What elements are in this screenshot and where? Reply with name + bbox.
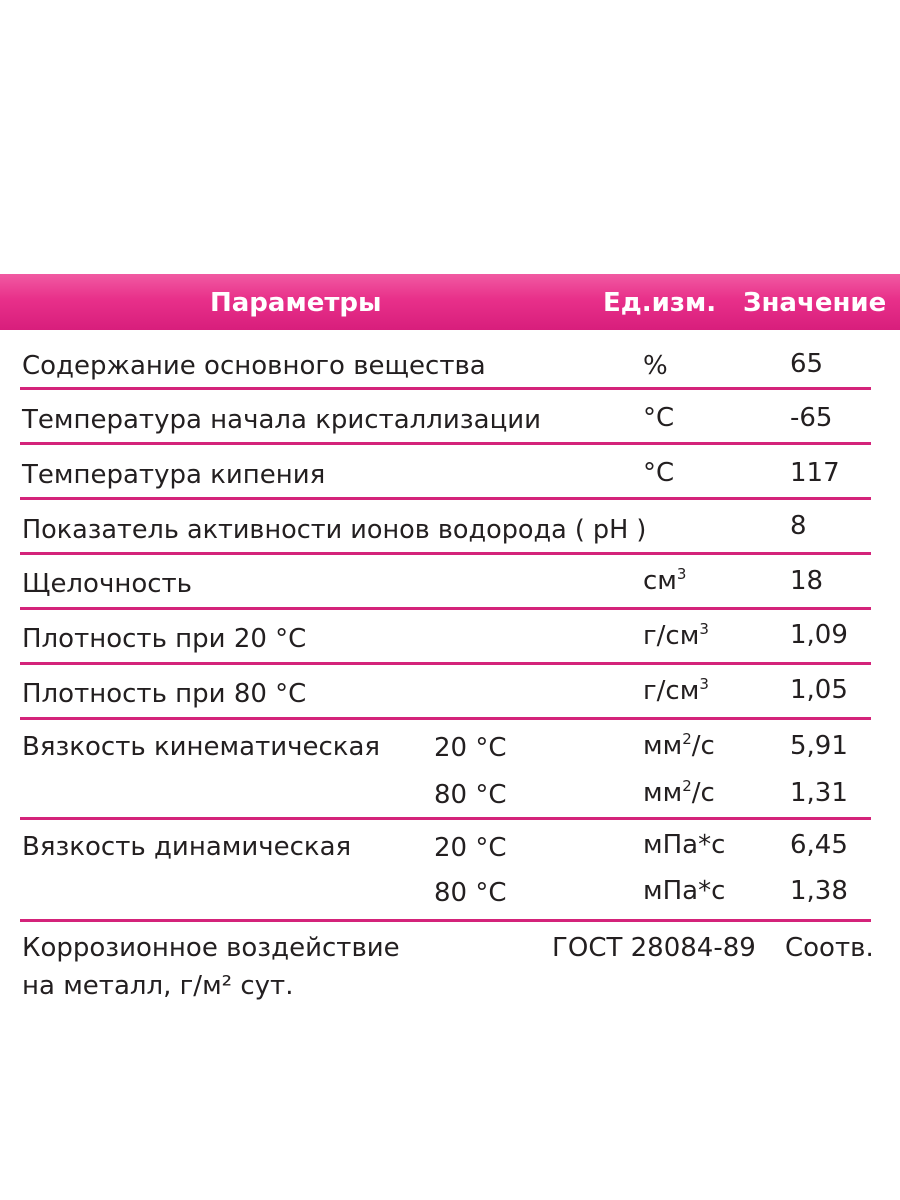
row-value-main-substance: 65 bbox=[790, 349, 824, 379]
row-value-crystallization: -65 bbox=[790, 403, 833, 433]
header-unit: Ед.изм. bbox=[603, 288, 717, 318]
row-value-alkalinity: 18 bbox=[790, 566, 824, 596]
dynamic-unit-80: мПа*с bbox=[643, 876, 726, 906]
row-param-crystallization: Температура начала кристаллизации bbox=[22, 405, 542, 435]
row-param-alkalinity: Щелочность bbox=[22, 569, 192, 599]
row-value-boiling: 117 bbox=[790, 458, 840, 488]
row-unit-crystallization: °C bbox=[643, 403, 675, 433]
corrosion-standard: ГОСТ 28084-89 bbox=[552, 933, 756, 963]
row-divider bbox=[20, 497, 871, 500]
dynamic-temp-80: 80 °C bbox=[434, 878, 507, 908]
row-param-density-20: Плотность при 20 °C bbox=[22, 624, 307, 654]
header-value: Значение bbox=[743, 288, 887, 318]
row-unit-main-substance: % bbox=[643, 351, 668, 381]
row-divider bbox=[20, 442, 871, 445]
dynamic-value-80: 1,38 bbox=[790, 876, 848, 906]
row-value-density-80: 1,05 bbox=[790, 675, 848, 705]
row-param-ph: Показатель активности ионов водорода ( pH ) bbox=[22, 515, 647, 545]
row-param-boiling: Температура кипения bbox=[22, 460, 326, 490]
row-divider bbox=[20, 387, 871, 390]
row-divider bbox=[20, 662, 871, 665]
kinematic-unit-20: $мм^2/с$ bbox=[643, 730, 715, 761]
row-unit-boiling: °C bbox=[643, 458, 675, 488]
corrosion-param-line1: Коррозионное воздействие bbox=[22, 933, 400, 963]
row-unit-density-20: $г/см^3$ bbox=[643, 620, 709, 651]
dynamic-unit-20: мПа*с bbox=[643, 830, 726, 860]
kinematic-temp-20: 20 °C bbox=[434, 733, 507, 763]
row-divider bbox=[20, 552, 871, 555]
row-unit-density-80: $г/см^3$ bbox=[643, 675, 709, 706]
dynamic-temp-20: 20 °C bbox=[434, 833, 507, 863]
row-divider bbox=[20, 817, 871, 820]
corrosion-value: Соотв. bbox=[785, 933, 874, 963]
row-unit-alkalinity: $см^3$ bbox=[643, 565, 687, 596]
row-divider bbox=[20, 919, 871, 922]
row-value-ph: 8 bbox=[790, 511, 807, 541]
corrosion-param-line2: на металл, г/м² сут. bbox=[22, 971, 294, 1001]
dynamic-value-20: 6,45 bbox=[790, 830, 848, 860]
kinematic-value-80: 1,31 bbox=[790, 778, 848, 808]
kinematic-temp-80: 80 °C bbox=[434, 780, 507, 810]
row-param-density-80: Плотность при 80 °C bbox=[22, 679, 307, 709]
row-param-main-substance: Содержание основного вещества bbox=[22, 351, 486, 381]
row-param-dynamic-viscosity: Вязкость динамическая bbox=[22, 832, 352, 862]
header-parameters: Параметры bbox=[210, 288, 382, 318]
kinematic-unit-80: $мм^2/с$ bbox=[643, 777, 715, 808]
row-value-density-20: 1,09 bbox=[790, 620, 848, 650]
row-divider bbox=[20, 607, 871, 610]
kinematic-value-20: 5,91 bbox=[790, 731, 848, 761]
row-divider bbox=[20, 717, 871, 720]
table-header bbox=[0, 274, 900, 330]
row-param-kinematic-viscosity: Вязкость кинематическая bbox=[22, 732, 381, 762]
